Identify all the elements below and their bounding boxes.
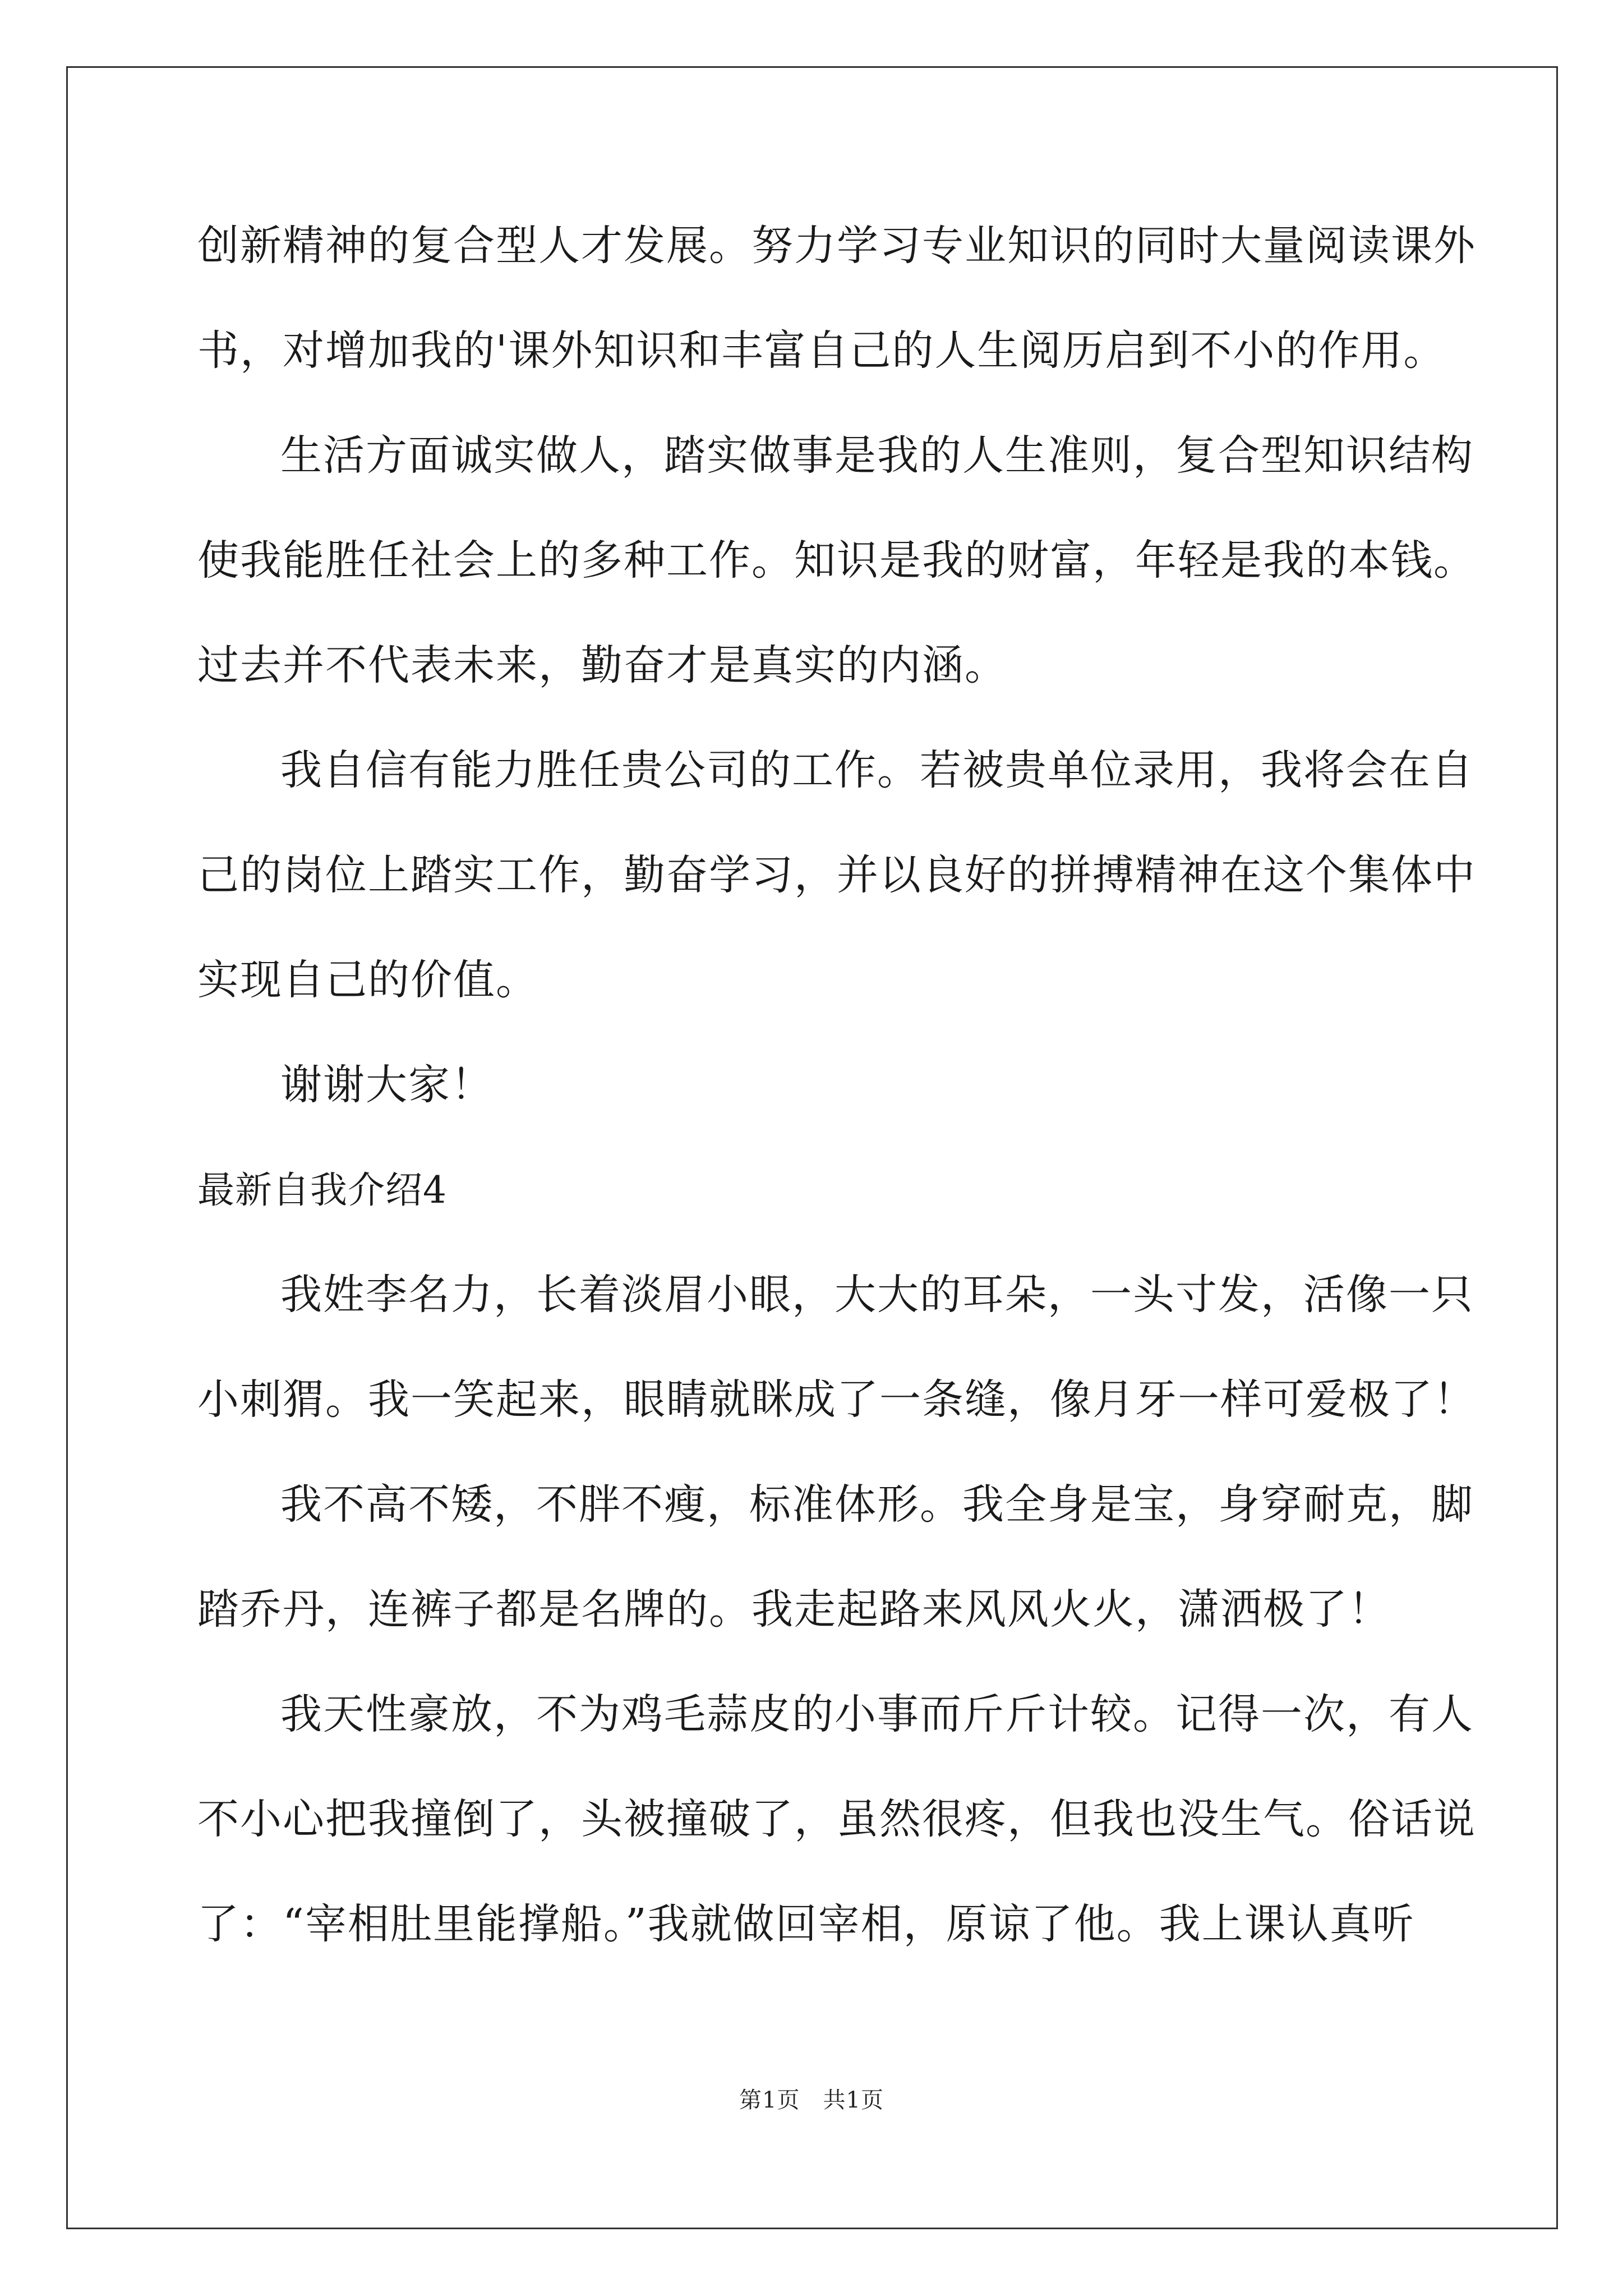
text-line: 己的岗位上踏实工作，勤奋学习，并以良好的拼搏精神在这个集体中: [197, 851, 1476, 899]
text-line: 我天性豪放，不为鸡毛蒜皮的小事而斤斤计较。记得一次，有人: [280, 1690, 1474, 1738]
text-line: 我姓李名力，长着淡眉小眼，大大的耳朵，一头寸发，活像一只: [280, 1271, 1474, 1319]
text-line: 我不高不矮，不胖不瘦，标准体形。我全身是宝，身穿耐克，脚: [280, 1480, 1474, 1529]
text-line: 创新精神的复合型人才发展。努力学习专业知识的同时大量阅读课外: [197, 222, 1476, 270]
text-line: 了：“宰相肚里能撑船。”我就做回宰相，原谅了他。我上课认真听: [197, 1900, 1415, 1948]
text-line: 实现自己的价值。: [197, 956, 538, 1004]
text-line: 书，对增加我的'课外知识和丰富自己的人生阅历启到不小的作用。: [197, 326, 1446, 375]
text-line: 谢谢大家！: [280, 1061, 494, 1109]
text-line: 小刺猬。我一笑起来，眼睛就眯成了一条缝，像月牙一样可爱极了！: [197, 1375, 1476, 1424]
text-line: 过去并不代表未来，勤奋才是真实的内涵。: [197, 641, 1007, 689]
text-line: 我自信有能力胜任贵公司的工作。若被贵单位录用，我将会在自: [280, 746, 1474, 794]
document-body: [197, 194, 1476, 1977]
text-line: 使我能胜任社会上的多种工作。知识是我的财富，年轻是我的本钱。: [197, 536, 1476, 585]
text-line: 不小心把我撞倒了，头被撞破了，虽然很疼，但我也没生气。俗话说: [197, 1795, 1476, 1843]
text-line: 踏乔丹，连裤子都是名牌的。我走起路来风风火火，潇洒极了！: [197, 1585, 1391, 1634]
section-heading: 最新自我介绍4: [197, 1168, 447, 1212]
text-line: 生活方面诚实做人，踏实做事是我的人生准则，复合型知识结构: [280, 431, 1474, 480]
page-footer: 第1页 共1页: [739, 2087, 884, 2113]
